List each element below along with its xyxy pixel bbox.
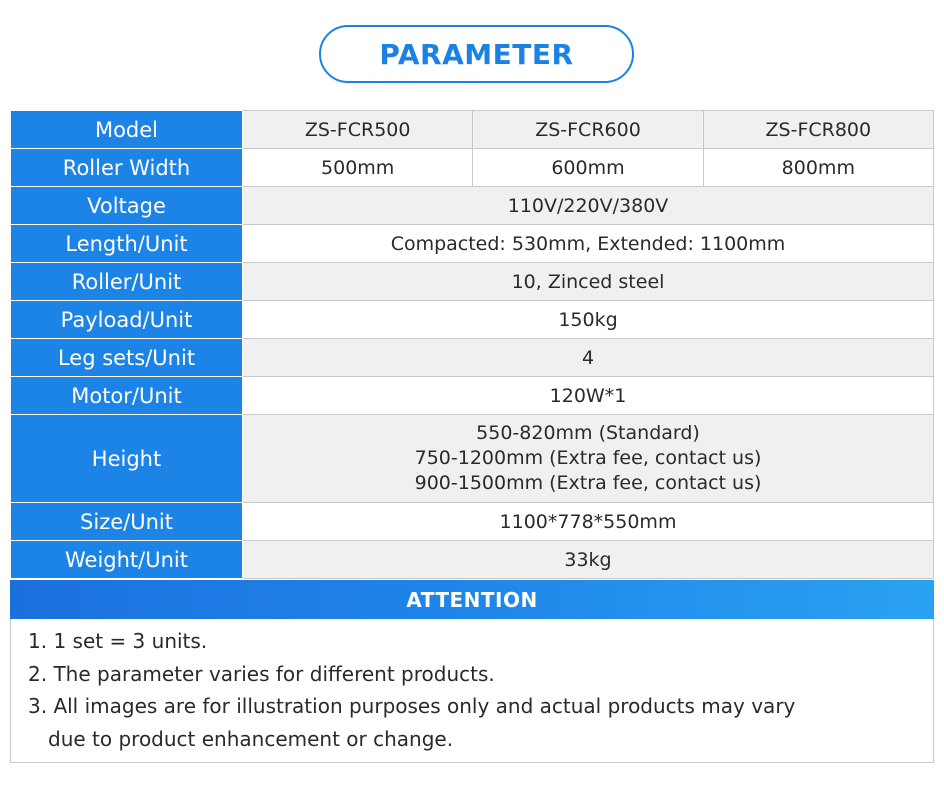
row-label-roller-width: Roller Width — [11, 149, 243, 187]
model-cell: ZS-FCR500 — [243, 111, 473, 149]
row-label-payload: Payload/Unit — [11, 301, 243, 339]
table-row — [11, 187, 934, 225]
table-row — [11, 301, 934, 339]
note-item-continuation: due to product enhancement or change. — [48, 726, 454, 751]
roller-value: 10, Zinced steel — [243, 263, 934, 301]
row-label-voltage: Voltage — [11, 187, 243, 225]
note-item: 1. 1 set = 3 units. — [28, 629, 208, 653]
table-row — [11, 111, 934, 149]
table-row — [11, 149, 934, 187]
attention-header — [10, 580, 934, 619]
table-row — [11, 541, 934, 579]
row-label-motor: Motor/Unit — [11, 377, 243, 415]
table-row — [11, 225, 934, 263]
roller-width-cell: 600mm — [473, 149, 703, 187]
table-row — [11, 503, 934, 541]
row-label-size: Size/Unit — [11, 503, 243, 541]
roller-width-cell: 800mm — [703, 149, 933, 187]
table-row — [11, 377, 934, 415]
page-title: PARAMETER — [379, 37, 574, 71]
motor-value: 120W*1 — [243, 377, 934, 415]
table-row — [11, 339, 934, 377]
title-pill — [319, 25, 634, 83]
row-label-weight: Weight/Unit — [11, 541, 243, 579]
model-cell: ZS-FCR800 — [703, 111, 933, 149]
table-row — [11, 263, 934, 301]
attention-title: ATTENTION — [406, 587, 538, 612]
note-item: 2. The parameter varies for different products. — [28, 661, 495, 686]
row-label-model: Model — [11, 111, 243, 149]
height-line: 750-1200mm (Extra fee, contact us) — [414, 447, 762, 469]
row-label-length: Length/Unit — [11, 225, 243, 263]
voltage-value: 110V/220V/380V — [243, 187, 934, 225]
length-value: Compacted: 530mm, Extended: 1100mm — [243, 225, 934, 263]
table-row — [11, 415, 934, 503]
row-label-height: Height — [11, 415, 243, 503]
height-value — [243, 415, 934, 503]
height-line: 550-820mm (Standard) — [476, 422, 700, 444]
parameter-table — [10, 110, 934, 579]
height-line: 900-1500mm (Extra fee, contact us) — [414, 472, 762, 494]
weight-value: 33kg — [243, 541, 934, 579]
model-cell: ZS-FCR600 — [473, 111, 703, 149]
row-label-leg-sets: Leg sets/Unit — [11, 339, 243, 377]
roller-width-cell: 500mm — [243, 149, 473, 187]
row-label-roller: Roller/Unit — [11, 263, 243, 301]
leg-sets-value: 4 — [243, 339, 934, 377]
payload-value: 150kg — [243, 301, 934, 339]
size-value: 1100*778*550mm — [243, 503, 934, 541]
attention-notes — [10, 619, 934, 763]
note-item: 3. All images are for illustration purposes only and actual products may vary — [28, 694, 796, 718]
